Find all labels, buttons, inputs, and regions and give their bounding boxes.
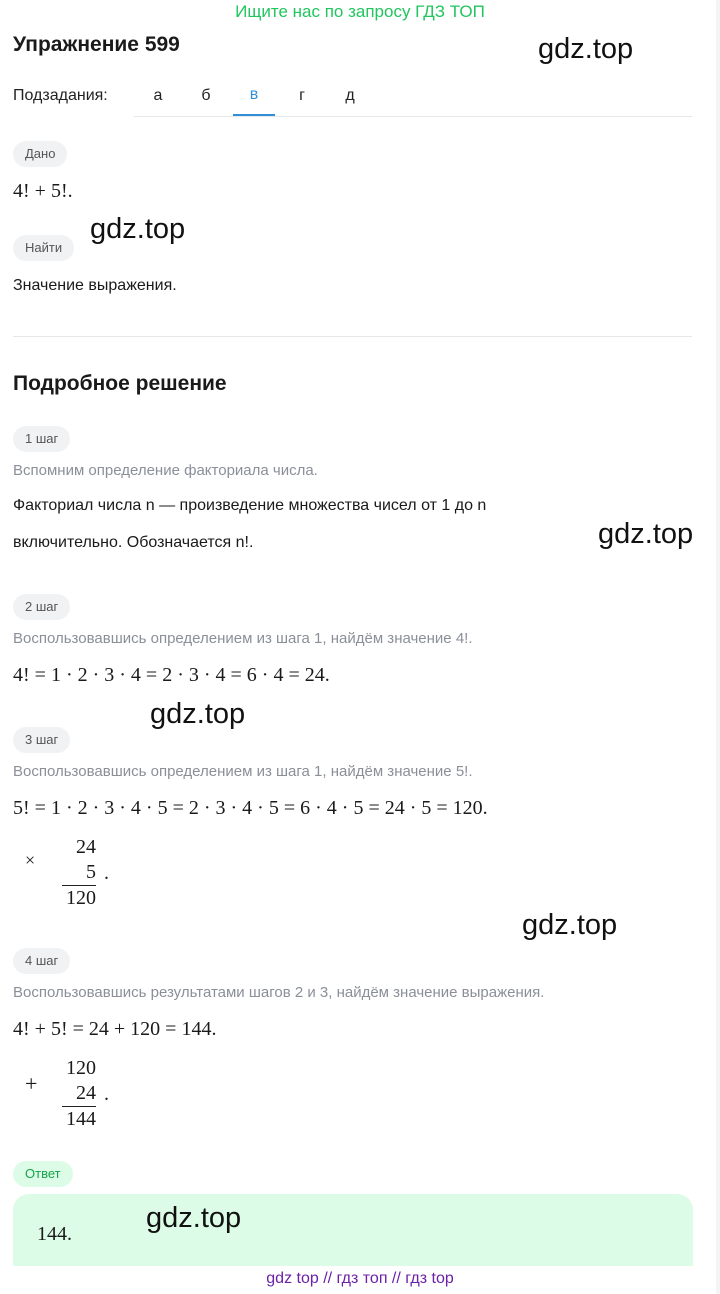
answer-section — [13, 1161, 73, 1187]
watermark: gdz.top — [598, 518, 694, 550]
step-chip: 3 шаг — [13, 727, 70, 753]
column-operand: 5 — [86, 861, 96, 883]
column-end: . — [104, 862, 109, 884]
step-hint: Воспользовавшись определением из шага 1, найдём значение 5!. — [13, 763, 473, 780]
column-end: . — [104, 1083, 109, 1105]
step-expression: 4! = 1 · 2 · 3 · 4 = 2 · 3 · 4 = 6 · 4 = 24. — [13, 664, 330, 686]
find-section — [13, 235, 74, 261]
watermark: gdz.top — [146, 1202, 242, 1234]
footer-links[interactable]: gdz top // гдз топ // гдз top — [266, 1270, 454, 1287]
solution-title: Подробное решение — [13, 372, 227, 395]
step-2 — [13, 594, 70, 620]
column-addition — [62, 1056, 96, 1132]
step-chip: 2 шаг — [13, 594, 70, 620]
plus-sign: + — [25, 1071, 38, 1096]
tab-g[interactable]: г — [299, 87, 305, 104]
subtask-tabs — [134, 76, 692, 117]
column-result: 120 — [62, 885, 96, 911]
find-chip: Найти — [13, 235, 74, 261]
scrollbar[interactable] — [716, 0, 720, 1294]
watermark: gdz.top — [150, 698, 246, 730]
page-title: Упражнение 599 — [13, 33, 180, 56]
answer-box — [13, 1194, 693, 1266]
watermark: gdz.top — [90, 213, 186, 245]
step-chip: 4 шаг — [13, 948, 70, 974]
given-chip: Дано — [13, 141, 67, 167]
given-expression: 4! + 5!. — [13, 180, 73, 202]
step-expression: 4! + 5! = 24 + 120 = 144. — [13, 1018, 217, 1040]
step-chip: 1 шаг — [13, 426, 70, 452]
column-multiplication — [62, 835, 96, 911]
divider — [13, 336, 692, 337]
find-text: Значение выражения. — [13, 277, 177, 294]
step-expression: 5! = 1 · 2 · 3 · 4 · 5 = 2 · 3 · 4 · 5 = 6 · 4 · 5 = 24 · 5 = 120. — [13, 797, 488, 819]
subtasks-label: Подзадания: — [13, 87, 108, 104]
watermark: gdz.top — [522, 909, 618, 941]
tab-a[interactable]: а — [153, 87, 163, 104]
column-operand: 120 — [66, 1057, 96, 1079]
multiply-sign: × — [25, 850, 36, 870]
step-1 — [13, 426, 70, 452]
step-hint: Воспользовавшись определением из шага 1, найдём значение 4!. — [13, 630, 473, 647]
step-3 — [13, 727, 70, 753]
step-4 — [13, 948, 70, 974]
column-operand: 24 — [76, 836, 96, 858]
step-text: Факториал числа n — произведение множества чисел от 1 до n — [13, 497, 487, 514]
step-hint: Воспользовавшись результатами шагов 2 и 3, найдём значение выражения. — [13, 984, 545, 1001]
watermark: gdz.top — [538, 33, 634, 65]
answer-chip: Ответ — [13, 1161, 73, 1187]
step-hint: Вспомним определение факториала числа. — [13, 462, 318, 479]
tab-v[interactable]: в — [233, 76, 275, 116]
search-banner: Ищите нас по запросу ГДЗ ТОП — [235, 2, 485, 21]
step-text: включительно. Обозначается n!. — [13, 534, 254, 551]
answer-value: 144. — [37, 1223, 72, 1245]
given-section — [13, 141, 67, 167]
column-operand: 24 — [76, 1082, 96, 1104]
tab-d[interactable]: д — [345, 87, 355, 104]
column-result: 144 — [62, 1106, 96, 1132]
tab-b[interactable]: б — [201, 87, 211, 104]
